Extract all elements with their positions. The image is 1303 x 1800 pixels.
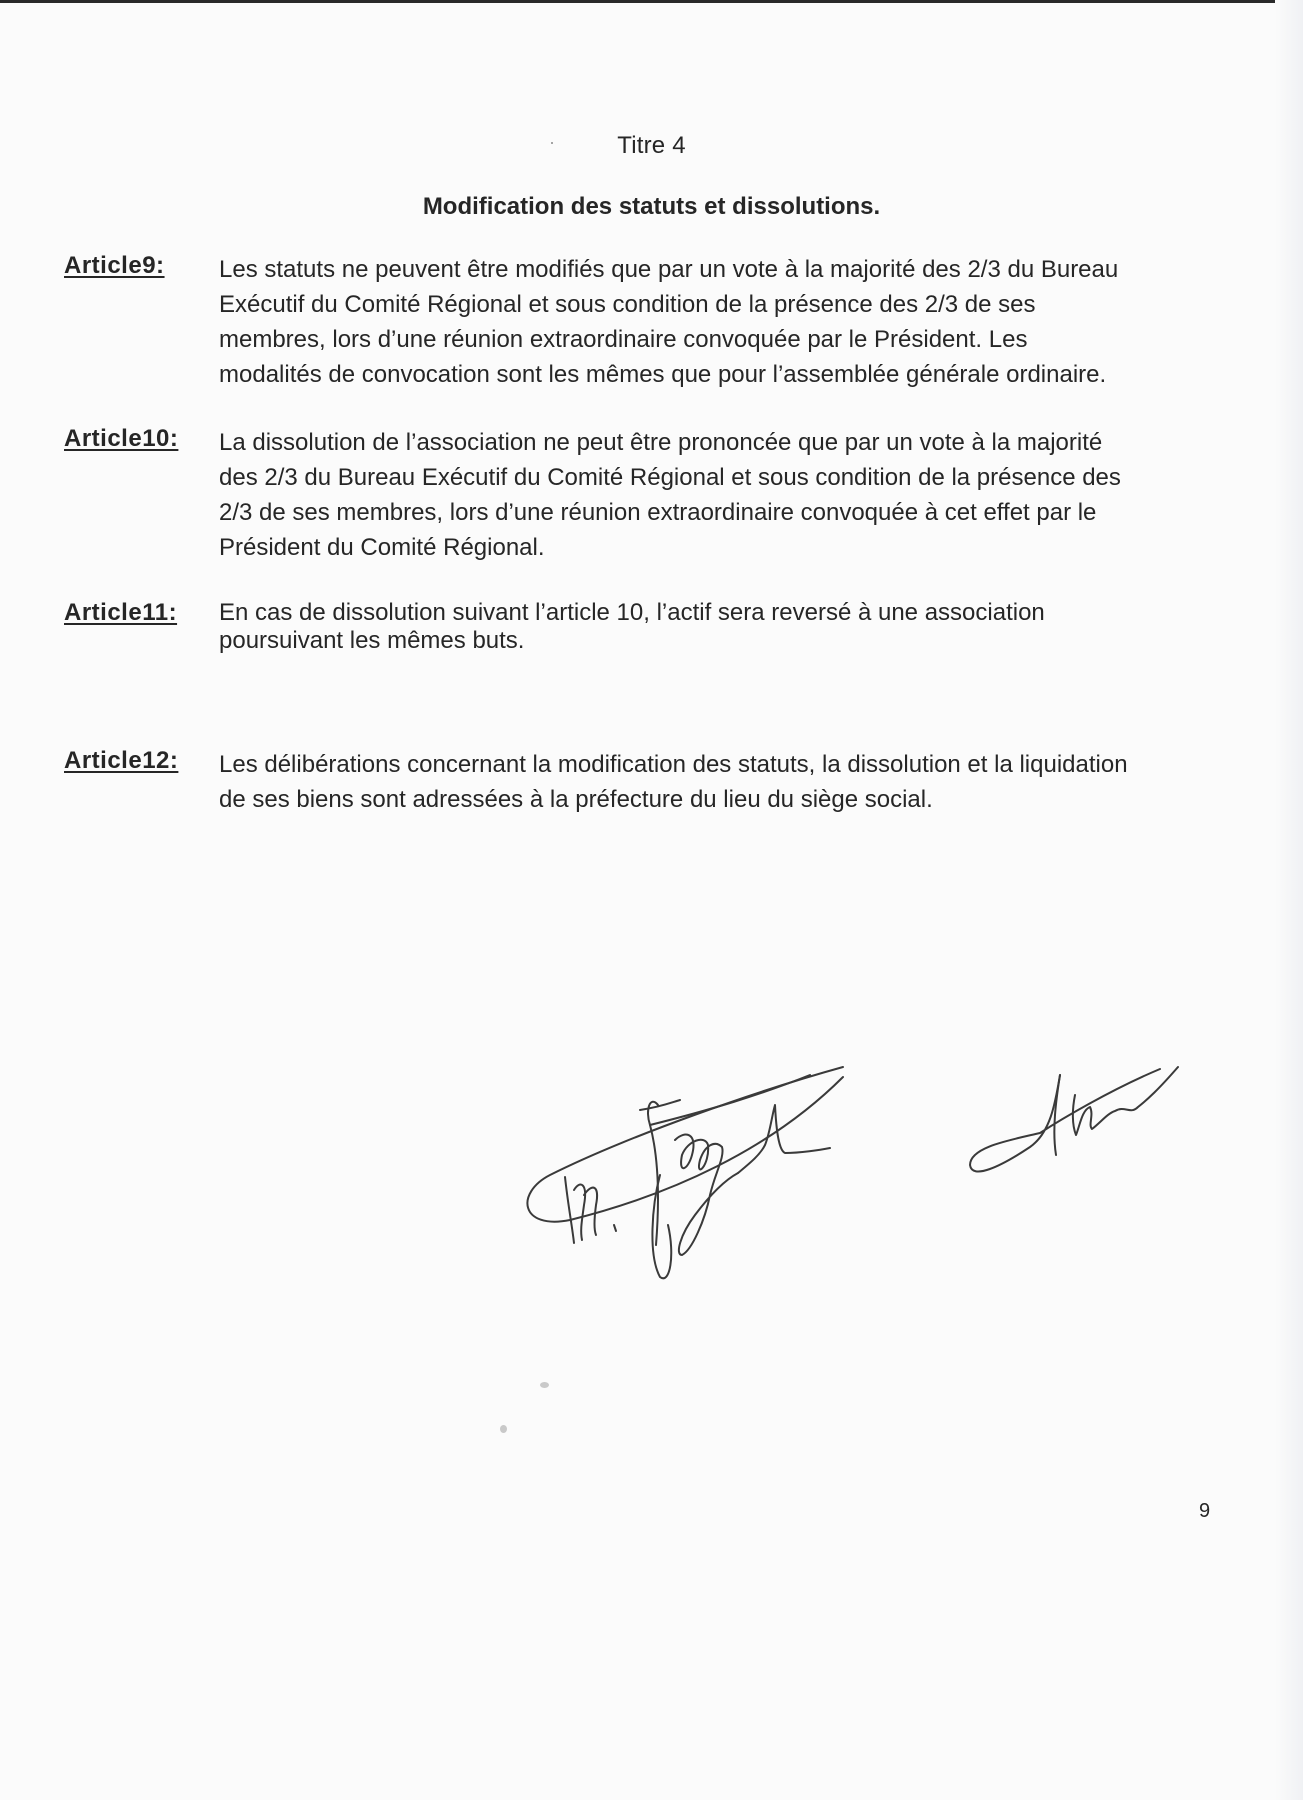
article-label: Article11: bbox=[64, 599, 178, 626]
document-title: Titre 4 bbox=[617, 132, 686, 159]
article-text: En cas de dissolution suivant l’article 10, l’actif sera reversé à une association poursuivant les mêmes buts. bbox=[219, 599, 1045, 654]
document-subtitle: Modification des statuts et dissolutions. bbox=[422, 193, 881, 220]
article-label: Article12: bbox=[64, 747, 179, 774]
handwritten-signature-left bbox=[510, 1055, 860, 1285]
article-label: Article10: bbox=[64, 425, 179, 452]
handwritten-signature-right bbox=[960, 1055, 1190, 1185]
article-text: Les délibérations concernant la modification des statuts, la dissolution et la liquidation de ses biens sont adressées à la préfecture du lieu du siège social. bbox=[219, 751, 1128, 813]
article-label: Article9: bbox=[64, 252, 165, 279]
scan-speck bbox=[551, 142, 553, 144]
scan-shadow bbox=[1275, 0, 1303, 1800]
article-text: Les statuts ne peuvent être modifiés que par un vote à la majorité des 2/3 du Bureau Exécutif du Comité Régional et sous condition de la présence des 2/3 de ses membres, lors d’une réunion extraordinaire convoquée par le Président. Les modalités de convocation sont les mêmes que pour l’assemblée générale ordinaire. bbox=[219, 256, 1119, 388]
scan-edge bbox=[0, 0, 1303, 3]
scan-speck bbox=[500, 1425, 507, 1433]
scan-speck bbox=[540, 1382, 549, 1388]
article-text: La dissolution de l’association ne peut être prononcée que par un vote à la majorité des 2/3 du Bureau Exécutif du Comité Régional et sous condition de la présence des 2/3 de ses membres, lors d’une réunion extraordinaire convoquée à cet effet par le Président du Comité Régional. bbox=[219, 429, 1121, 561]
page-number: 9 bbox=[1199, 1500, 1211, 1522]
